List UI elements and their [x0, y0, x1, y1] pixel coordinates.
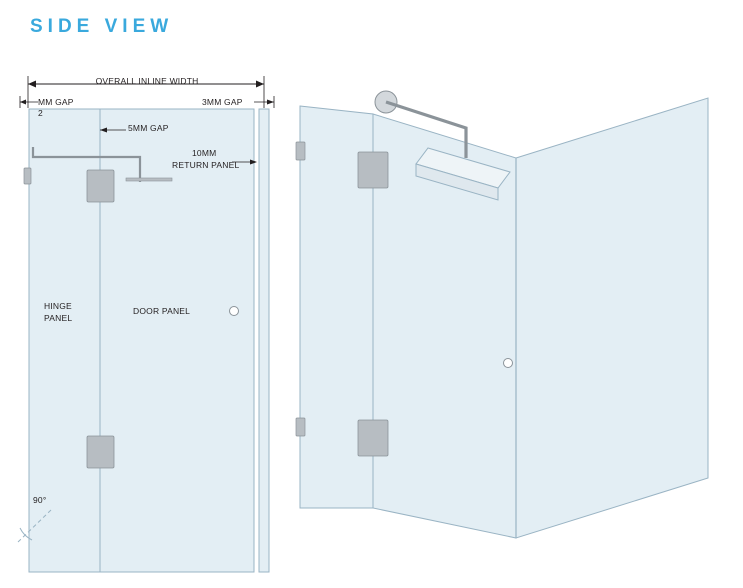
- isometric-view: [288, 80, 728, 550]
- iso-hinge-lower: [358, 420, 388, 456]
- label-overall-inline-width: OVERALL INLINE WIDTH: [95, 76, 199, 86]
- label-gap-left: MM GAP: [38, 97, 74, 107]
- iso-wall-bracket-top: [296, 142, 305, 160]
- label-gap-right: 3MM GAP: [202, 97, 243, 107]
- iso-hinge-upper: [358, 152, 388, 188]
- label-return-panel-line2: RETURN PANEL: [172, 160, 240, 170]
- hinge-upper: [87, 170, 114, 202]
- label-hinge-panel-line1: HINGE: [44, 301, 72, 311]
- label-hinge-panel-line2: PANEL: [44, 313, 73, 323]
- iso-door-knob: [504, 359, 513, 368]
- return-panel-glass: [259, 109, 269, 572]
- label-gap-mid: 5MM GAP: [128, 123, 169, 133]
- iso-wall-bracket-bottom: [296, 418, 305, 436]
- label-angle: 90°: [33, 495, 47, 505]
- door-knob: [230, 307, 239, 316]
- label-return-panel-line1: 10MM: [192, 148, 217, 158]
- iso-return-panel-glass: [516, 98, 708, 538]
- wall-bracket-top: [24, 168, 31, 184]
- page-title: SIDE VIEW: [30, 16, 174, 37]
- label-gap-left-number: 2: [38, 108, 43, 118]
- label-door-panel: DOOR PANEL: [133, 306, 191, 316]
- hinge-lower: [87, 436, 114, 468]
- door-panel-glass: [100, 109, 254, 572]
